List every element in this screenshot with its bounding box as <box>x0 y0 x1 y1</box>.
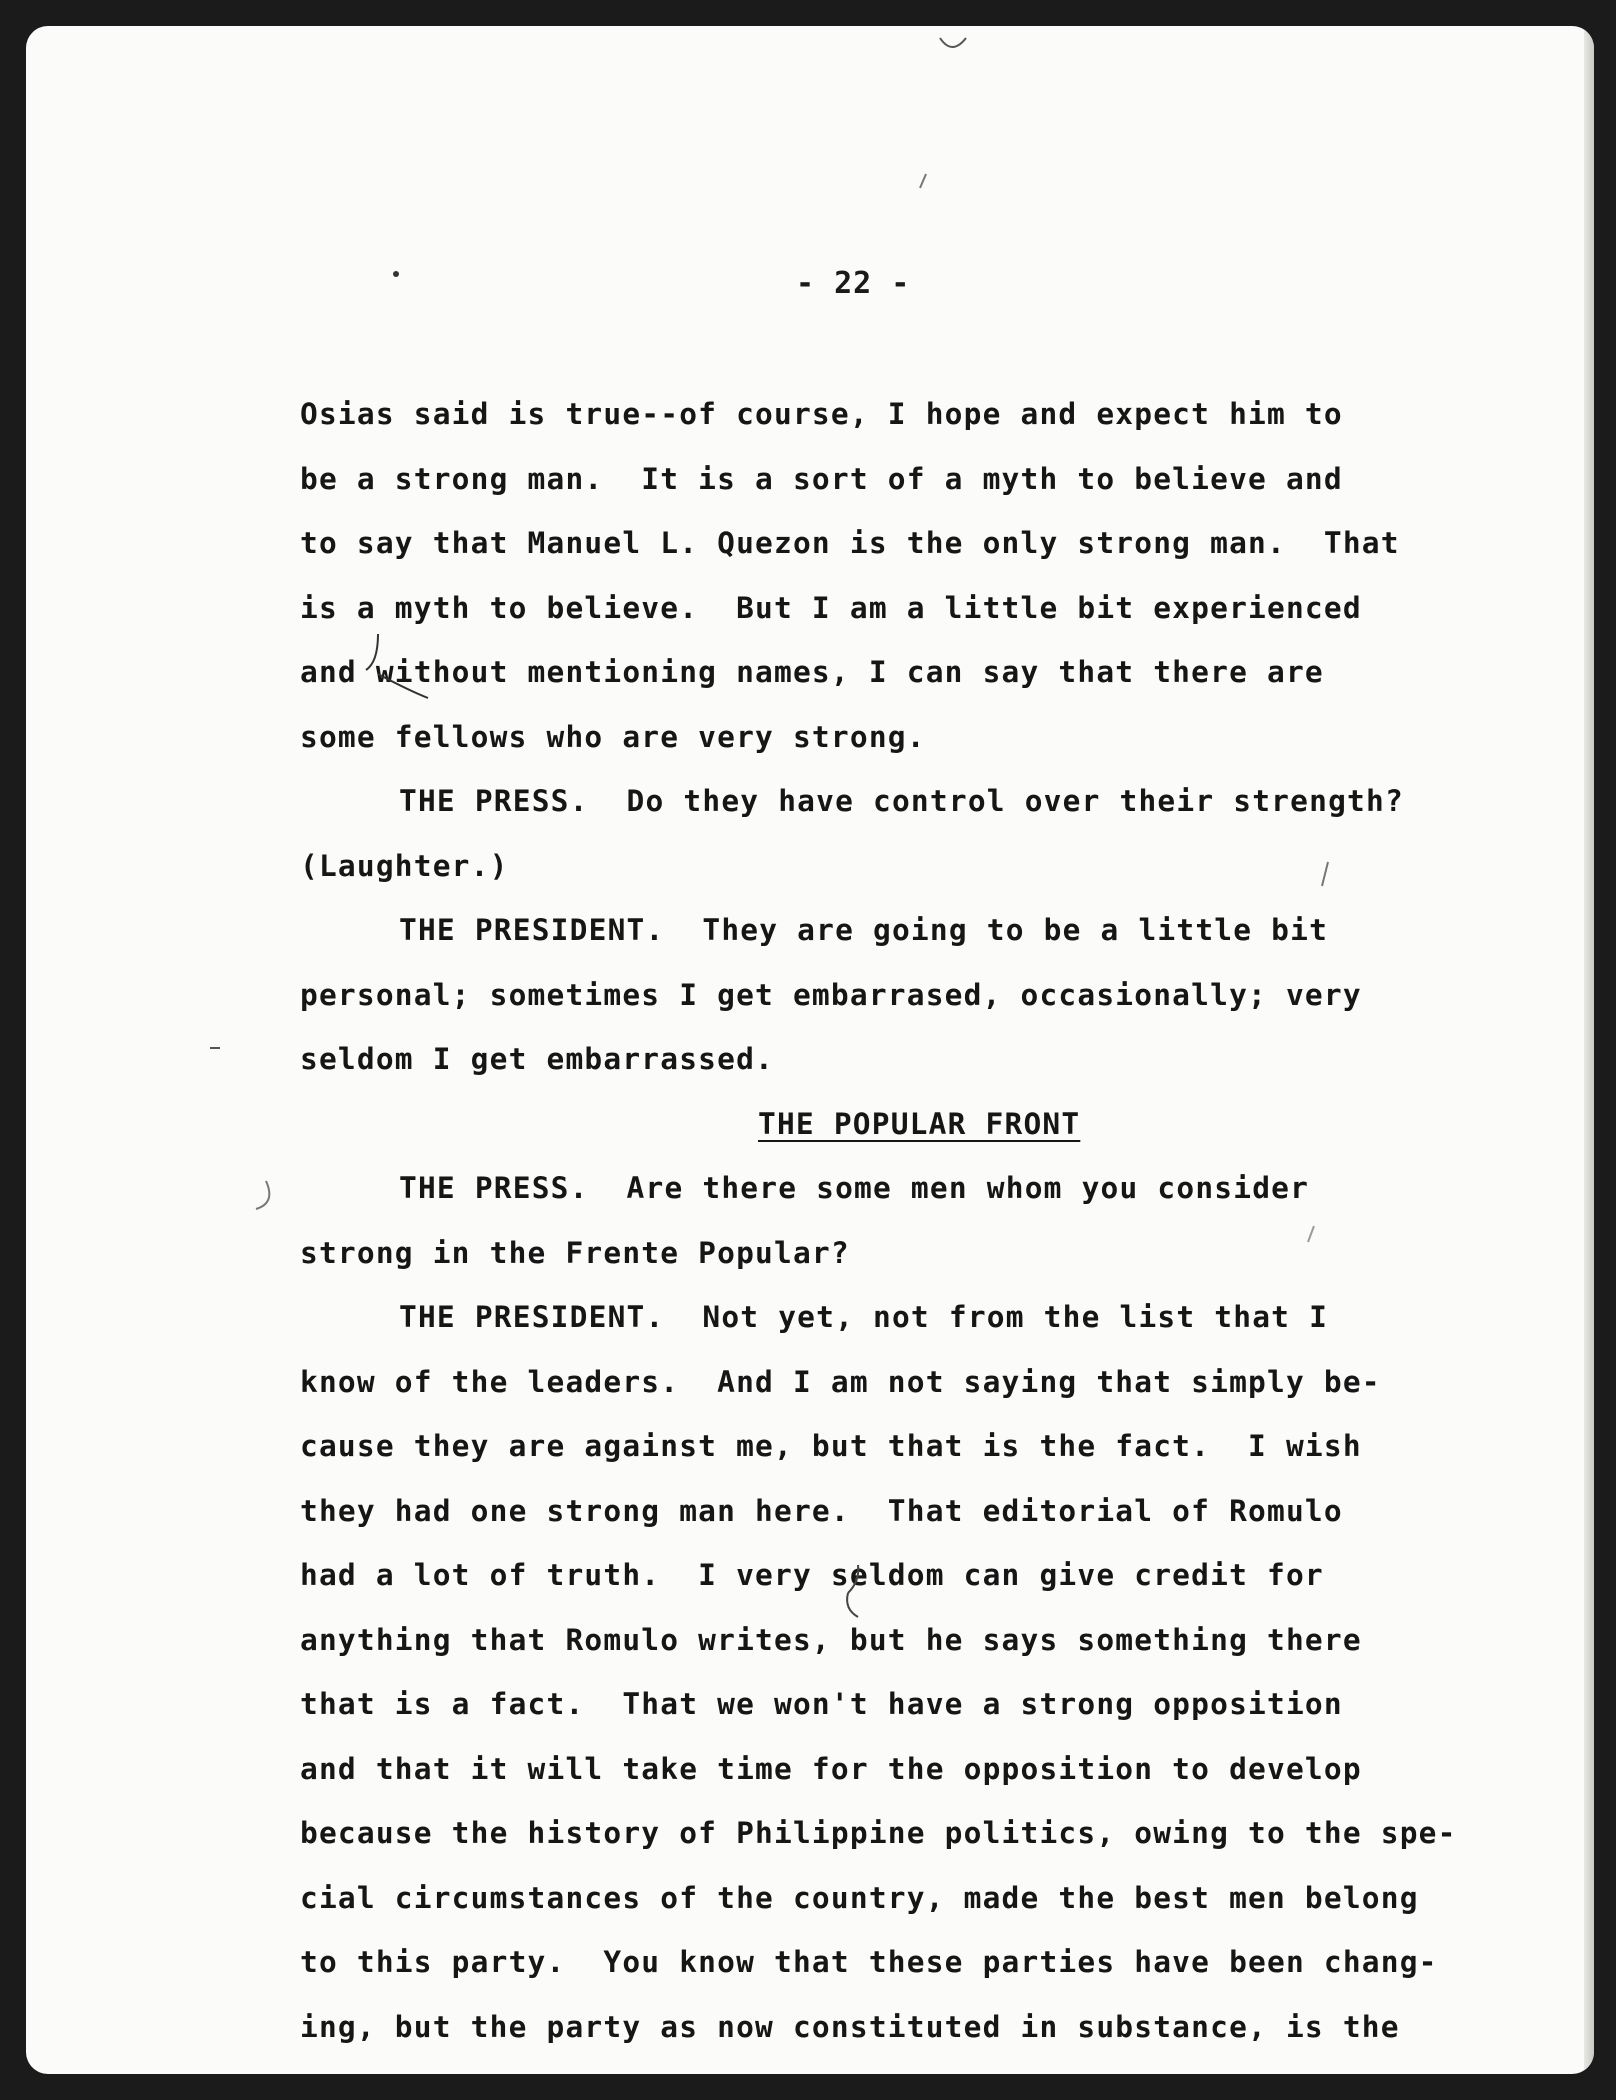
text-line: be a strong man. It is a sort of a myth to believe and <box>300 461 1343 496</box>
text-line: cause they are against me, but that is the fact. I wish <box>300 1429 1362 1463</box>
text-line: THE PRESIDENT. They are going to be a little bit <box>399 913 1329 947</box>
text-line: (Laughter.) <box>300 848 509 883</box>
text-line: is a myth to believe. But I am a little bit experienced <box>300 590 1362 625</box>
text-line: to this party. You know that these parties have been chang- <box>300 1945 1438 1979</box>
body-text <box>300 382 1540 2059</box>
text-line: cial circumstances of the country, made the best men belong <box>300 1880 1419 1915</box>
ink-dot <box>393 271 399 277</box>
text-line: had a lot of truth. I very seldom can give credit for <box>300 1558 1324 1592</box>
text-line: THE PRESIDENT. Not yet, not from the list that I <box>399 1300 1329 1334</box>
text-line: personal; sometimes I get embarrased, occasionally; very <box>300 977 1362 1012</box>
section-heading: THE POPULAR FRONT <box>758 1106 1081 1141</box>
text-line: and without mentioning names, I can say that there are <box>300 655 1324 689</box>
page-number: - 22 - <box>796 266 911 301</box>
page-edge <box>1584 26 1594 2074</box>
text-line: seldom I get embarrassed. <box>300 1042 775 1076</box>
text-line: to say that Manuel L. Quezon is the only strong man. That <box>300 526 1400 560</box>
text-line: THE PRESS. Do they have control over their strength? <box>399 784 1404 818</box>
text-line: some fellows who are very strong. <box>300 719 926 754</box>
text-line: anything that Romulo writes, but he says something there <box>300 1622 1362 1657</box>
text-line: ing, but the party as now constituted in substance, is the <box>300 2009 1400 2044</box>
text-line: Osias said is true--of course, I hope and expect him to <box>300 397 1343 431</box>
pencil-mark <box>920 174 926 188</box>
text-line: THE PRESS. Are there some men whom you consider <box>399 1171 1310 1205</box>
pencil-mark <box>256 1181 269 1209</box>
document-page <box>26 26 1594 2074</box>
text-line: because the history of Philippine politics, owing to the spe- <box>300 1816 1457 1850</box>
text-line: strong in the Frente Popular? <box>300 1235 850 1270</box>
text-line: know of the leaders. And I am not saying that simply be- <box>300 1364 1381 1399</box>
text-line: that is a fact. That we won't have a strong opposition <box>300 1687 1343 1721</box>
text-line: they had one strong man here. That editorial of Romulo <box>300 1493 1343 1528</box>
pencil-mark <box>940 38 966 47</box>
text-line: and that it will take time for the opposition to develop <box>300 1751 1362 1786</box>
